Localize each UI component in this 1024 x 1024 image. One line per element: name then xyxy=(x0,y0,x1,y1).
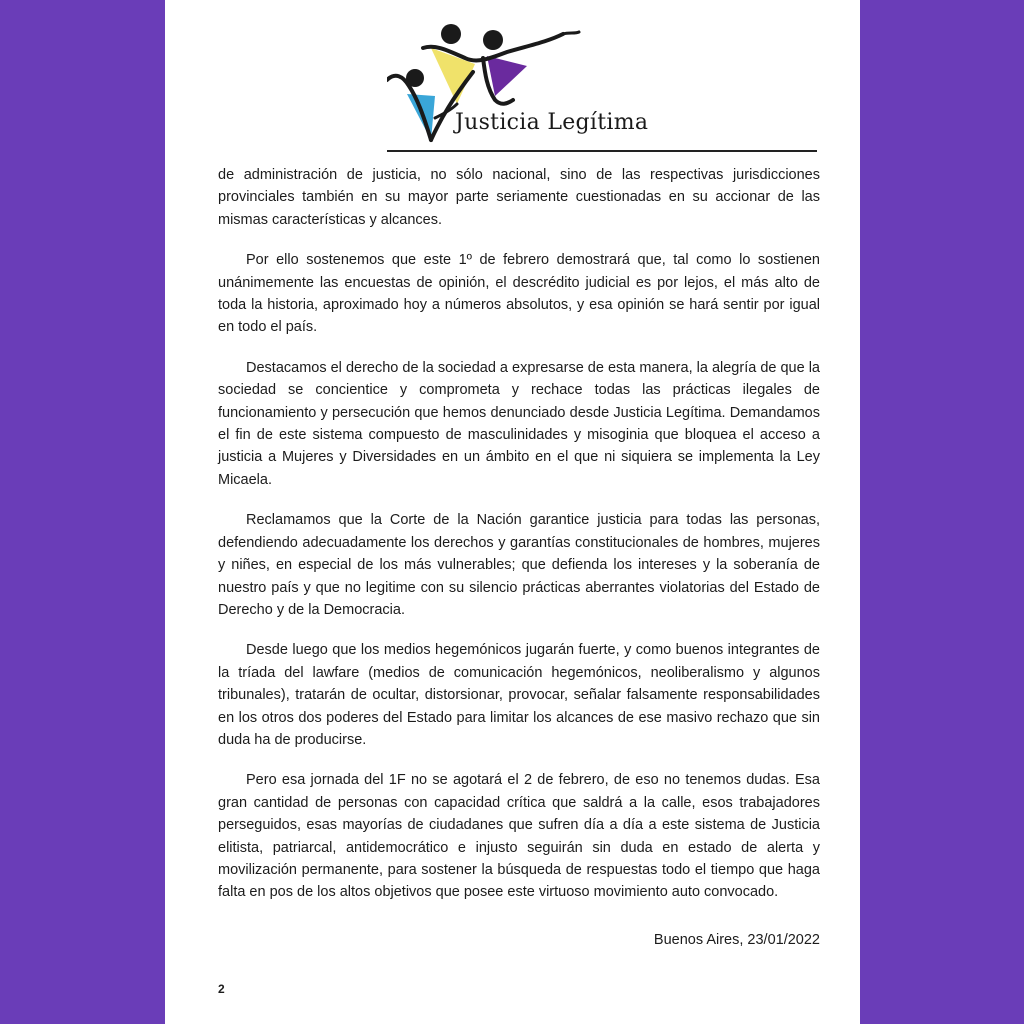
paragraph-4: Reclamamos que la Corte de la Nación garantice justicia para todas las personas, defendiendo adecuadamente los derechos y garantías constitucionales de hombres, mujeres y niñes, en especial de los más vulnerables; que defienda los intereses y la soberanía de nuestro país y que no legitime con su silencio prácticas aberrantes violatorias del Estado de Derecho y de la Democracia. xyxy=(218,512,820,618)
paragraph-2: Por ello sostenemos que este 1º de febrero demostrará que, tal como lo sostienen unánimemente las encuestas de opinión, el descrédito judicial es por lejos, el más alto de toda la historia, aproximado hoy a números absolutos, y esa opinión se hará sentir por igual en todo el país. xyxy=(218,252,820,336)
header-rule xyxy=(387,150,817,152)
logo-wordmark: Justicia Legítima xyxy=(455,110,649,135)
justicia-legitima-logo xyxy=(387,14,659,146)
place-date-signature: Buenos Aires, 23/01/2022 xyxy=(653,932,820,948)
paragraph-5: Desde luego que los medios hegemónicos jugarán fuerte, y como buenos integrantes de la tríada del lawfare (medios de comunicación hegemónicos, neoliberalismo y algunos tribunales), tratarán de ocultar, distorsionar, provocar, señalar falsamente responsabilidades en los otros dos poderes del Estado para limitar los alcances de ese masivo rechazo que sin duda ha de producirse. xyxy=(218,642,820,748)
paragraph-6: Pero esa jornada del 1F no se agotará el 2 de febrero, de eso no tenemos dudas. Esa gran cantidad de personas con capacidad crítica que saldrá a la calle, esos trabajadores perseguidos, esas mayorías de ciudadanes que sufren día a día a este sistema de Justicia elitista, patriarcal, antidemocrático e injusto seguirán sin duda en estado de alerta y movilización permanente, para sostener la búsqueda de respuestas todo el tiempo que haga falta en pos de los altos objetivos que posee este virtuoso movimiento auto convocado. xyxy=(218,772,820,901)
page-number: 2 xyxy=(218,982,225,996)
paragraph-3: Destacamos el derecho de la sociedad a expresarse de esta manera, la alegría de que la sociedad se concientice y comprometa y rechace todas las prácticas ilegales de funcionamiento y persecución que hemos denunciado desde Justicia Legítima. Demandamos el fin de este sistema compuesto de masculinidades y misoginia que bloquea el acceso a justicia a Mujeres y Diversidades en un ámbito en el que ni siquiera se implementa la Ley Micaela. xyxy=(218,359,820,488)
paragraph-1: de administración de justicia, no sólo nacional, sino de las respectivas jurisdicciones provinciales también en su mayor parte seriamente cuestionadas en su accionar de las mismas características y alcances. xyxy=(218,167,820,228)
document-body xyxy=(218,164,820,922)
document-page xyxy=(165,0,860,1024)
